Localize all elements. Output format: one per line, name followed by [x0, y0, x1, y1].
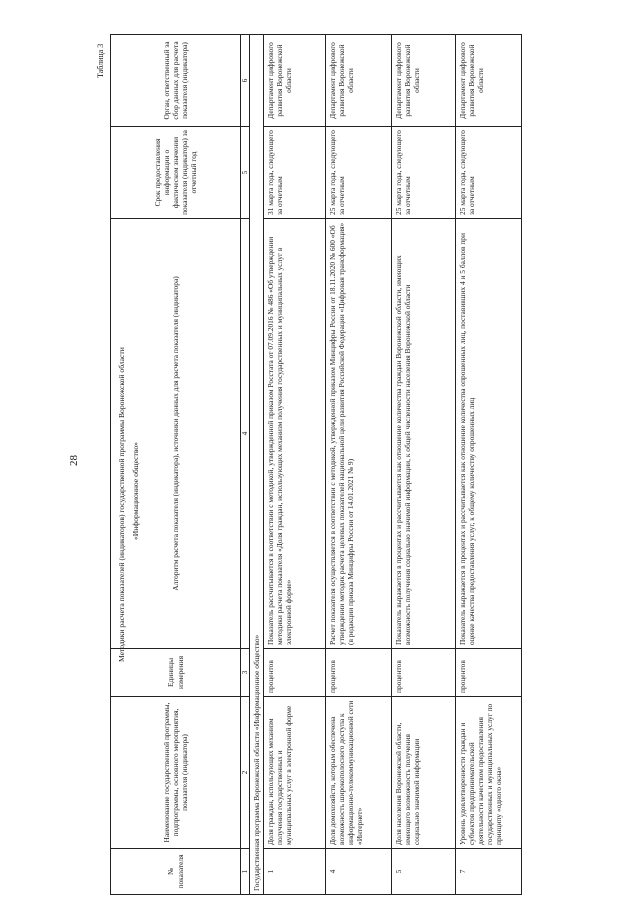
table-row — [392, 35, 456, 895]
header-algorithm: Алгоритм расчета показателя (индикатора), источники данных для расчета показателя (индикатора) — [111, 219, 241, 649]
column-number: 4 — [241, 219, 250, 649]
header-number: № показателя — [111, 849, 241, 895]
table-row — [264, 35, 326, 895]
column-number: 6 — [241, 35, 250, 127]
section-row — [250, 35, 264, 895]
column-number: 1 — [241, 849, 250, 895]
row-indicator-name: Доля домохозяйств, которым обеспечена возможность широкополосного доступа к информационно-телекоммуникационной сети «Интернет» — [326, 697, 392, 849]
row-deadline: 25 марта года, следующего за отчетным — [456, 127, 522, 219]
header-organization: Орган, ответственный за сбор данных для расчета показателя (индикатора) — [111, 35, 241, 127]
methodology-table-container — [110, 35, 530, 895]
header-name: Наименование государственной программы, подпрограммы, основного мероприятия, показателя (индикатора) — [111, 697, 241, 849]
row-indicator-name: Уровень удовлетворенности граждан и субъектов предпринимательской деятельности качеством предоставления государственных и муниципальных услуг по принципу «одного окна» — [456, 697, 522, 849]
row-unit: процентов — [326, 649, 392, 697]
row-organization: Департамент цифрового развития Воронежской области — [392, 35, 456, 127]
methodology-table — [110, 34, 522, 895]
row-number: 7 — [456, 849, 522, 895]
row-deadline: 25 марта года, следующего за отчетным — [392, 127, 456, 219]
table-row — [326, 35, 392, 895]
table-header-row — [111, 35, 241, 895]
header-unit: Единицы измерения — [111, 649, 241, 697]
column-number: 2 — [241, 697, 250, 849]
row-organization: Департамент цифрового развития Воронежской области — [264, 35, 326, 127]
row-organization: Департамент цифрового развития Воронежской области — [456, 35, 522, 127]
row-algorithm: Показатель рассчитывается в соответствии с методикой, утвержденной приказом Росстата от 07.09.2016 № 486 «Об утверждении методики расчета показателя «Доля граждан, использующих механизм получения государственных и муниципальных услуг в электронной форме» — [264, 219, 326, 649]
document-title: Методики расчета показателей (индикаторов) государственной программы Воронежской области — [117, 347, 126, 662]
column-number: 3 — [241, 649, 250, 697]
row-unit: процентов — [392, 649, 456, 697]
row-deadline: 25 марта года, следующего за отчетным — [326, 127, 392, 219]
row-algorithm: Расчет показателя осуществляется в соответствии с методикой, утвержденной приказом Минцифры России от 18.11.2020 № 600 «Об утверждении методик расчета целевых показателей национальной цели развития Российской Федерации «Цифровая трансформация» (в редакции приказа Минцифры России от 14.01.2021 № 9) — [326, 219, 392, 649]
row-indicator-name: Доля населения Воронежской области, имеющего возможность получения социально значимой информации — [392, 697, 456, 849]
row-unit: процентов — [264, 649, 326, 697]
column-number: 5 — [241, 127, 250, 219]
row-number: 1 — [264, 849, 326, 895]
document-subtitle: «Информационное общество» — [131, 442, 140, 540]
page-number: 28 — [68, 455, 80, 466]
header-deadline: Срок предоставления информации о фактическом значении показателя (индикатора) за отчетный год — [111, 127, 241, 219]
row-number: 5 — [392, 849, 456, 895]
row-deadline: 31 марта года, следующего за отчетным — [264, 127, 326, 219]
column-number-row — [241, 35, 250, 895]
row-number: 4 — [326, 849, 392, 895]
row-organization: Департамент цифрового развития Воронежской области — [326, 35, 392, 127]
row-algorithm: Показатель выражается в процентах и рассчитывается как отношение количества опрошенных лиц, поставивших 4 и 5 баллов при оценке качества предоставления услуг, к общему количеству опрошенных лиц — [456, 219, 522, 649]
row-algorithm: Показатель выражается в процентах и рассчитывается как отношение количества граждан Воронежской области, имеющих возможность получения социально значимой информации, к общей численности населения Воронежской области — [392, 219, 456, 649]
table-label: Таблица 3 — [96, 43, 105, 78]
row-unit: процентов — [456, 649, 522, 697]
section-title: Государственная программа Воронежской области «Информационное общество» — [250, 35, 264, 895]
table-row — [456, 35, 522, 895]
row-indicator-name: Доля граждан, использующих механизм получения государственных и муниципальных услуг в электронной форме — [264, 697, 326, 849]
